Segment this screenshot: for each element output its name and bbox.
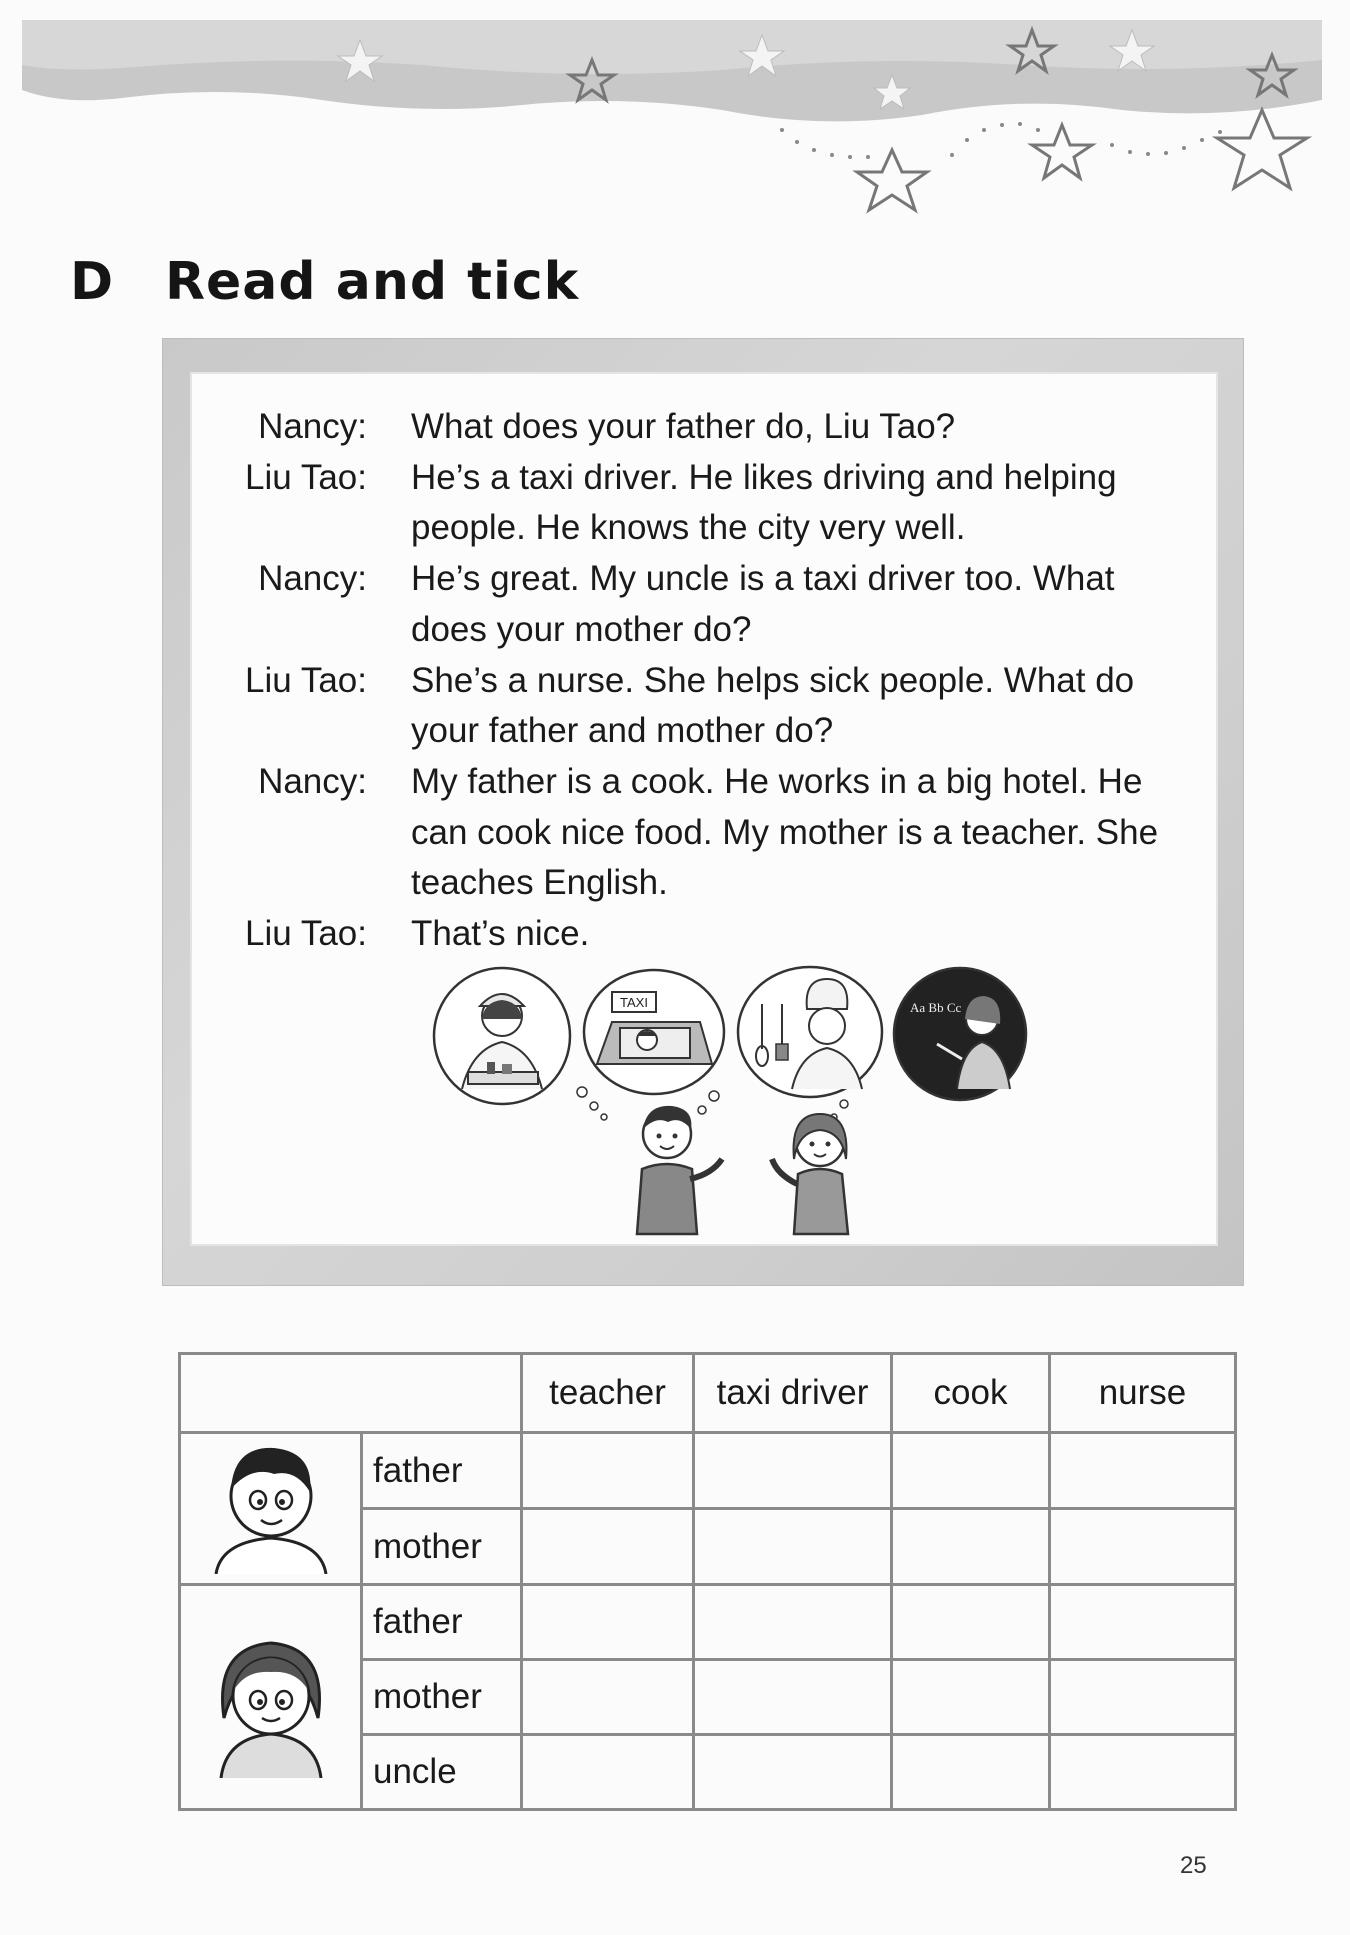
tick-cell[interactable] — [892, 1509, 1050, 1585]
speaker-label: Liu Tao: — [245, 457, 367, 497]
tick-cell[interactable] — [694, 1509, 892, 1585]
star-banner — [22, 20, 1322, 220]
boy-face — [180, 1433, 362, 1585]
tick-cell[interactable] — [1050, 1660, 1236, 1735]
occupations-illustration — [432, 964, 1052, 1244]
page-number: 25 — [1180, 1852, 1207, 1879]
speaker-label: Liu Tao: — [245, 914, 367, 954]
speaker-label: Nancy: — [258, 559, 367, 599]
speech-text — [411, 453, 1201, 554]
speech-line: your father and mother do? — [411, 711, 834, 751]
speech-line: That’s nice. — [411, 914, 590, 954]
row-label-girl-uncle: uncle — [362, 1735, 522, 1810]
dialogue-line — [192, 656, 1216, 757]
speaker-label: Nancy: — [258, 407, 367, 446]
speech-line: people. He knows the city very well. — [411, 508, 966, 548]
dialogue-line — [192, 402, 1216, 453]
column-header-taxi-driver: taxi driver — [694, 1354, 892, 1433]
section-letter: D — [70, 252, 114, 312]
tick-cell[interactable] — [1050, 1585, 1236, 1660]
row-label-boy-mother: mother — [362, 1509, 522, 1585]
tick-cell[interactable] — [522, 1660, 694, 1735]
tick-cell[interactable] — [522, 1585, 694, 1660]
tick-cell[interactable] — [892, 1585, 1050, 1660]
taxi-driver-bubble — [584, 970, 724, 1094]
column-header-nurse: nurse — [1050, 1354, 1236, 1433]
tick-cell[interactable] — [522, 1509, 694, 1585]
speech-text — [411, 402, 1201, 453]
speech-line: My father is a cook. He works in a big hotel. He — [411, 761, 1143, 801]
girl-figure — [772, 1114, 848, 1234]
speaker-label: Nancy: — [258, 761, 367, 801]
column-header-teacher: teacher — [522, 1354, 694, 1433]
taxi-sign: TAXI — [620, 995, 648, 1010]
tick-cell[interactable] — [1050, 1735, 1236, 1810]
teacher-bubble — [894, 968, 1026, 1100]
section-title: Read and tick — [165, 252, 580, 312]
tick-cell[interactable] — [694, 1660, 892, 1735]
speech-text — [411, 656, 1201, 757]
speech-line: He’s a taxi driver. He likes driving and helping — [411, 457, 1117, 497]
nurse-bubble — [434, 968, 570, 1104]
tick-cell[interactable] — [892, 1433, 1050, 1509]
speech-text — [411, 757, 1201, 909]
column-header-cook: cook — [892, 1354, 1050, 1433]
blackboard-text: Aa Bb Cc — [910, 1000, 962, 1015]
boy-face-icon — [196, 1434, 346, 1574]
reading-panel — [190, 372, 1218, 1246]
dialogue-line — [192, 757, 1216, 909]
row-label-boy-father: father — [362, 1433, 522, 1509]
tick-cell[interactable] — [694, 1735, 892, 1810]
tick-cell[interactable] — [892, 1660, 1050, 1735]
tick-table — [178, 1352, 1237, 1811]
tick-cell[interactable] — [1050, 1509, 1236, 1585]
tick-cell[interactable] — [1050, 1433, 1236, 1509]
tick-cell[interactable] — [694, 1585, 892, 1660]
girl-face — [180, 1585, 362, 1810]
speech-line: can cook nice food. My mother is a teacher. She — [411, 812, 1159, 852]
cook-bubble — [738, 967, 882, 1097]
speech-line: She’s a nurse. She helps sick people. What do — [411, 660, 1135, 700]
tick-cell[interactable] — [522, 1433, 694, 1509]
boy-figure — [637, 1106, 722, 1234]
dialogue — [192, 402, 1216, 960]
speech-text — [411, 909, 1201, 960]
dialogue-line — [192, 554, 1216, 655]
tick-cell[interactable] — [694, 1433, 892, 1509]
tick-cell[interactable] — [892, 1735, 1050, 1810]
speaker-label: Liu Tao: — [245, 660, 367, 700]
row-label-girl-father: father — [362, 1585, 522, 1660]
dialogue-line — [192, 453, 1216, 554]
row-label-girl-mother: mother — [362, 1660, 522, 1735]
speech-line: teaches English. — [411, 863, 668, 903]
speech-line: He’s great. My uncle is a taxi driver too. What — [411, 559, 1115, 599]
girl-face-icon — [196, 1608, 346, 1778]
dialogue-line — [192, 909, 1216, 960]
speech-line: What does your father do, Liu Tao? — [411, 407, 956, 446]
speech-text — [411, 554, 1201, 655]
speech-line: does your mother do? — [411, 609, 752, 649]
tick-cell[interactable] — [522, 1735, 694, 1810]
table-corner — [180, 1354, 522, 1433]
